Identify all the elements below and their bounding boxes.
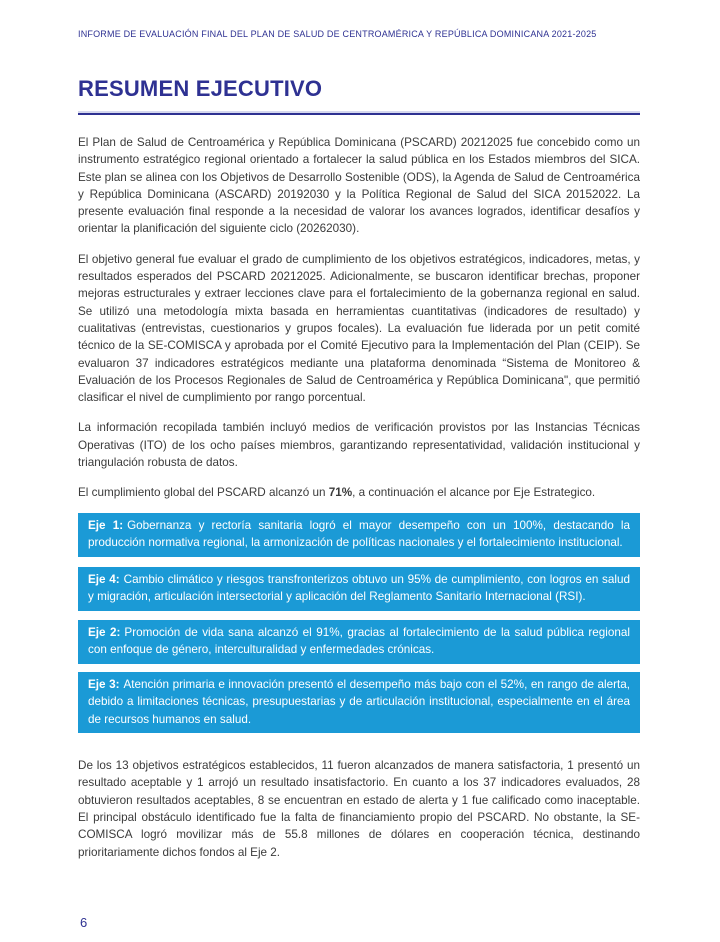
page-title: RESUMEN EJECUTIVO — [78, 76, 323, 101]
paragraph-intro: El Plan de Salud de Centroamérica y República Dominicana (PSCARD) 20212025 fue concebido como un instrumento estratégico regional orientado a fortalecer la salud pública en los Estados miembros del SICA. Este plan se alinea con los Objetivos de Desarrollo Sostenible (ODS), la Agenda de Salud de Centroamérica y República Dominicana (ASCARD) 20192030 y la Política Regional de Salud del SICA 20152022. La presente evaluación final responde a la necesidad de valorar los avances logrados, identificar desafíos y orientar la planificación del siguiente ciclo (20262030). — [78, 136, 640, 236]
document-page — [0, 29, 720, 942]
eje-3-highlight-box — [78, 672, 640, 734]
eje-3-label: Eje 3: — [88, 677, 120, 691]
paragraph-information: La información recopilada también incluyó medios de verificación provistos por las Instancias Técnicas Operativas (ITO) de los ocho países miembros, garantizando representatividad, validación institucional y triangulación robusta de datos. — [78, 421, 640, 470]
paragraph-global-compliance — [78, 484, 640, 501]
paragraph-results: De los 13 objetivos estratégicos establecidos, 11 fueron alcanzados de manera satisfactoria, 1 presentó un resultado aceptable y 1 arrojó un resultado insatisfactorio. En cuanto a los 37 indicadores evaluados, 28 obtuvieron resultados aceptables, 8 se encuentran en estado de alerta y 1 fue calificado como inaceptable. El principal obstáculo identificado fue la falta de financiamiento propio del PSCARD. No obstante, la SE-COMISCA logró movilizar más de 55.8 millones de dólares en cooperación técnica, destinando prioritariamente dichos fondos al Eje 2. — [78, 759, 640, 859]
page-number: 6 — [80, 915, 88, 930]
eje-4-highlight-box — [78, 567, 640, 611]
eje-4-label: Eje 4: — [88, 572, 120, 586]
compliance-text-prefix: El cumplimiento global del PSCARD alcanzó un — [78, 486, 329, 500]
eje-1-highlight-box — [78, 513, 640, 557]
eje-3-text: Atención primaria e innovación presentó el desempeño más bajo con el 52%, en rango de alerta, debido a limitaciones técnicas, presupuestarias y de articulación institucional, especialmente en el área de recursos humanos en salud. — [88, 677, 630, 726]
page-content — [0, 29, 720, 861]
eje-1-text: Gobernanza y rectoría sanitaria logró el mayor desempeño con un 100%, destacando la producción normativa regional, la armonización de políticas nacionales y el fortalecimiento institucional. — [88, 518, 630, 550]
compliance-percentage: 71% — [328, 486, 353, 500]
paragraph-objective: El objetivo general fue evaluar el grado de cumplimiento de los objetivos estratégicos, indicadores, metas, y resultados esperados del PSCARD 20212025. Adicionalmente, se buscaron identificar brechas, proponer mejoras estructurales y extraer lecciones clave para el fortalecimiento de la gobernanza regional en salud. Se utilizó una metodología mixta basada en herramientas cuantitativas (indicadores de resultado) y cualitativas (entrevistas, cuestionarios y grupos focales). La evaluación fue liderada por un petit comité técnico de la SE-COMISCA y aprobada por el Comité Ejecutivo para la Implementación del Plan (CEIP). Se evaluaron 37 indicadores estratégicos mediante una plataforma denominada “Sistema de Monitoreo & Evaluación de los Procesos Regionales de Salud de Centroamérica y República Dominicana", que permitió clasificar el nivel de cumplimiento por rango porcentual. — [78, 252, 640, 405]
compliance-text-suffix: , a continuación el alcance por Eje Estrategico. — [352, 486, 596, 500]
eje-2-label: Eje 2: — [88, 625, 121, 639]
eje-1-label: Eje 1: — [88, 518, 124, 532]
eje-2-highlight-box — [78, 620, 640, 664]
eje-4-text: Cambio climático y riesgos transfronterizos obtuvo un 95% de cumplimiento, con logros en salud y migración, articulación intersectorial y aplicación del Reglamento Sanitario Internacional (RSI). — [88, 572, 630, 604]
eje-2-text: Promoción de vida sana alcanzó el 91%, gracias al fortalecimiento de la salud pública regional con enfoque de género, interculturalidad y enfermedades crónicas. — [88, 625, 630, 657]
title-divider — [78, 111, 640, 115]
running-header: INFORME DE EVALUACIÓN FINAL DEL PLAN DE SALUD DE CENTROAMÉRICA Y REPÚBLICA DOMINICANA 2021-2025 — [78, 29, 597, 39]
